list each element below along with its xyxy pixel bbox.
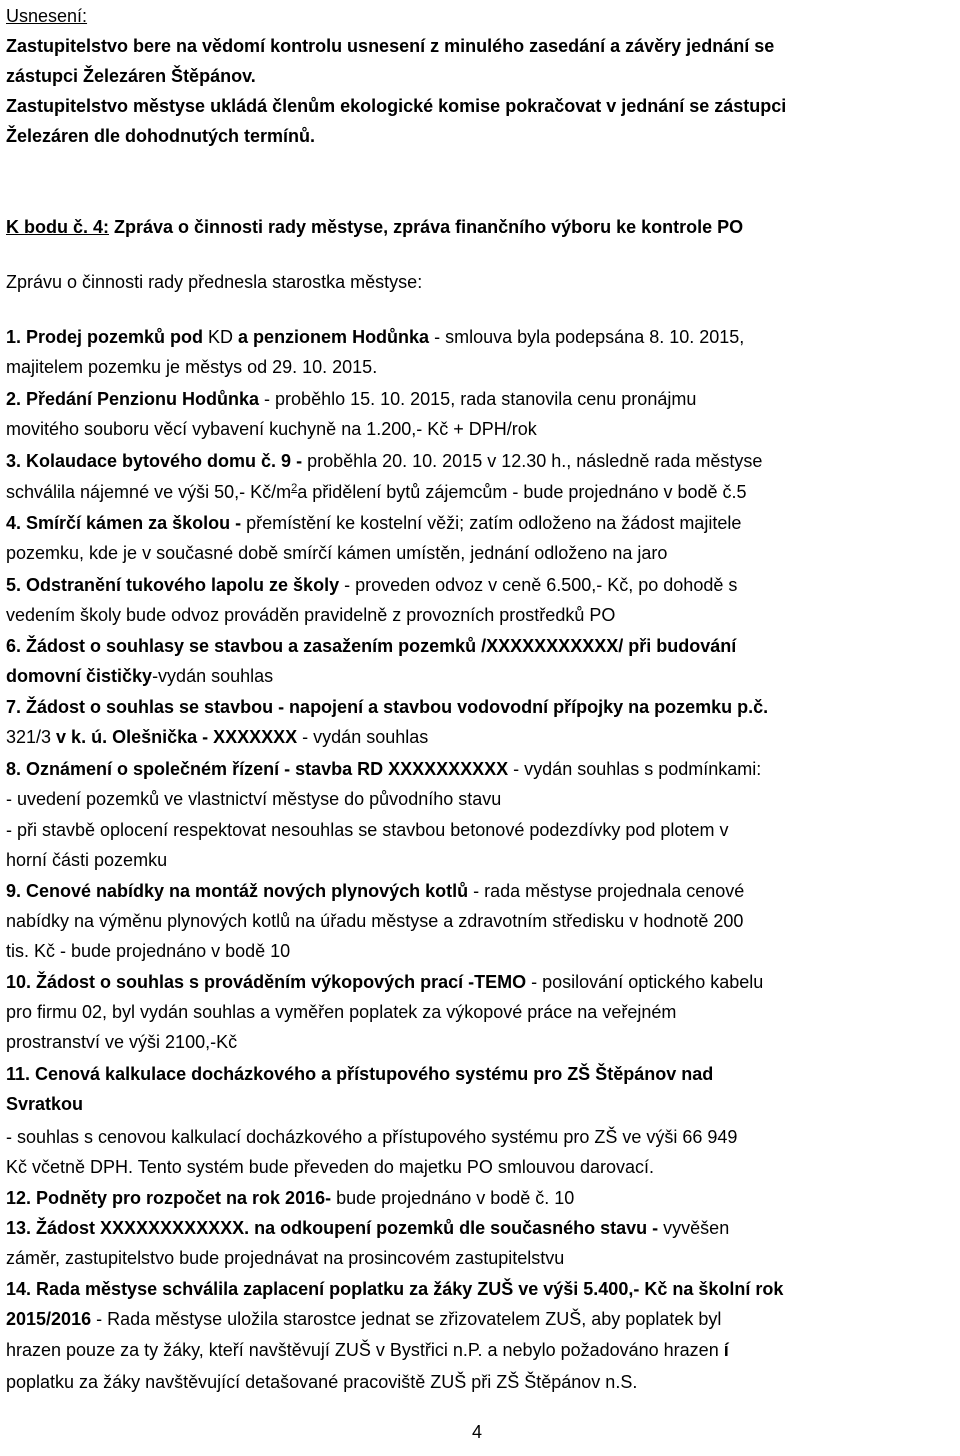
text-line: [6, 1338, 729, 1362]
text-run: 6. Žádost o souhlasy se stavbou a zasažením pozemků /XXXXXXXXXXX/ při budování: [6, 636, 737, 656]
text-line: [6, 1092, 83, 1116]
text-run: 2. Předání Penzionu Hodůnka: [6, 389, 260, 409]
text-line: [6, 818, 728, 842]
text-run: 13. Žádost XXXXXXXXXXXX. na odkoupení pozemků dle současného stavu -: [6, 1218, 659, 1238]
text-run: Železáren dle dohodnutých termínů.: [6, 126, 316, 146]
text-run: majitelem pozemku je městys od 29. 10. 2015.: [6, 357, 378, 377]
text-line: [6, 725, 428, 749]
text-run: vedením školy bude odvoz prováděn pravidelně z provozních prostředků PO: [6, 605, 616, 625]
text-line: [6, 603, 615, 627]
text-line: [6, 1030, 237, 1054]
text-run: - proběhlo 15. 10. 2015, rada stanovila cenu pronájmu: [259, 389, 697, 409]
text-run: - smlouva byla podepsána 8. 10. 2015,: [429, 327, 745, 347]
text-line: [6, 1246, 564, 1270]
text-run: 8. Oznámení o společném řízení - stavba RD XXXXXXXXXX: [6, 759, 509, 779]
text-run: proběhla 20. 10. 2015 v 12.30 h.: [302, 451, 567, 471]
text-run: 10. Žádost o souhlas s prováděním výkopových prací -TEMO: [6, 972, 527, 992]
text-line: [6, 573, 737, 597]
text-line: [6, 1216, 729, 1240]
text-line: [6, 1370, 637, 1394]
text-line: [6, 64, 256, 88]
text-run: nabídky na výměnu plynových kotlů na úřadu městyse a zdravotním středisku v hodnotě 200: [6, 911, 744, 931]
text-run: Zprávu o činnosti rady přednesla starostka městyse:: [6, 272, 423, 292]
text-line: [6, 4, 87, 28]
text-run: 2: [291, 482, 298, 494]
text-run: 9. Cenové nabídky na montáž nových plynových kotlů: [6, 881, 469, 901]
text-line: [6, 787, 501, 811]
text-run: 321/3: [6, 727, 57, 747]
text-run: bude projednáno v bodě č. 10: [331, 1188, 575, 1208]
text-run: prostranství ve výši 2100,-Kč: [6, 1032, 238, 1052]
text-line: [6, 34, 774, 58]
text-run: tis. Kč - bude projednáno v bodě 10: [6, 941, 291, 961]
text-run: 1. Prodej pozemků pod: [6, 327, 209, 347]
text-run: - posilování optického kabelu: [526, 972, 764, 992]
text-line: [6, 879, 744, 903]
text-run: 12. Podněty pro rozpočet na rok 2016-: [6, 1188, 332, 1208]
text-run: 4. Smírčí kámen za školou -: [6, 513, 242, 533]
text-run: - uvedení pozemků ve vlastnictví městyse do původního stavu: [6, 789, 502, 809]
text-run: 2015/2016: [6, 1309, 92, 1329]
text-run: í: [723, 1340, 729, 1360]
text-run: v k. ú. Olešnička - XXXXXXX: [56, 727, 298, 747]
text-line: [6, 1062, 713, 1086]
text-run: schválila nájemné ve výši 50,- Kč/m: [6, 482, 292, 502]
text-run: pro firmu 02, byl vydán souhlas a vyměřen poplatek za výkopové práce na veřejném: [6, 1002, 677, 1022]
text-run: a penzionem Hodůnka: [238, 327, 430, 347]
text-run: - vydán souhlas s podmínkami:: [508, 759, 762, 779]
text-run: pozemku, kde je v současné době smírčí kámen umístěn, jednání odloženo na jaro: [6, 543, 668, 563]
text-run: - vydán souhlas: [297, 727, 429, 747]
text-run: 7. Žádost o souhlas se stavbou - napojení a stavbou vodovodní přípojky na pozemku p.č.: [6, 697, 769, 717]
text-line: [6, 1277, 783, 1301]
text-line: [6, 215, 743, 239]
text-run: 5. Odstranění tukového lapolu ze školy: [6, 575, 340, 595]
text-line: [6, 480, 747, 504]
text-run: - rada městyse projednala cenové: [468, 881, 745, 901]
text-run: Usnesení:: [6, 6, 88, 26]
text-line: [6, 848, 167, 872]
text-line: [6, 124, 315, 148]
text-run: KD: [208, 327, 239, 347]
text-run: , následně rada městyse: [566, 451, 763, 471]
text-run: K bodu č. 4:: [6, 217, 109, 237]
text-line: [6, 511, 741, 535]
text-line: [6, 1186, 574, 1210]
text-line: [6, 970, 763, 994]
text-run: - proveden odvoz v ceně 6.500,- Kč, po dohodě s: [339, 575, 738, 595]
text-line: [6, 270, 422, 294]
text-line: [6, 664, 273, 688]
text-run: 3. Kolaudace bytového domu č. 9 -: [6, 451, 303, 471]
text-run: -vydán souhlas: [152, 666, 274, 686]
text-line: [6, 757, 761, 781]
text-run: zástupci Železáren Štěpánov.: [6, 66, 256, 86]
text-line: [6, 939, 290, 963]
text-run: vyvěšen: [658, 1218, 730, 1238]
text-run: - souhlas s cenovou kalkulací docházkového a přístupového systému pro ZŠ ve výši 66 949: [6, 1127, 738, 1147]
text-run: přemístění ke kostelní věži; zatím odloženo na žádost majitele: [241, 513, 742, 533]
text-run: Zpráva o činnosti rady městyse, zpráva finančního výboru ke kontrole PO: [109, 217, 744, 237]
text-line: [6, 94, 786, 118]
text-line: [6, 1307, 721, 1331]
text-line: [6, 541, 667, 565]
text-line: [6, 417, 537, 441]
text-run: domovní čističky: [6, 666, 153, 686]
text-run: a přidělení bytů zájemcům - bude projednáno v bodě č.5: [297, 482, 747, 502]
text-line: [6, 695, 768, 719]
text-run: Kč včetně DPH. Tento systém bude převeden do majetku PO smlouvou darovací.: [6, 1157, 654, 1177]
text-run: - Rada městyse uložila starostce jednat se zřizovatelem ZUŠ, aby poplatek byl: [91, 1309, 722, 1329]
text-line: [6, 355, 377, 379]
text-run: Zastupitelstvo městyse ukládá členům ekologické komise pokračovat v jednání se zástupci: [6, 96, 787, 116]
page-number: 4: [472, 1422, 483, 1442]
text-run: horní části pozemku: [6, 850, 168, 870]
text-line: [6, 1125, 737, 1149]
text-run: hrazen pouze za ty žáky, kteří navštěvují ZUŠ v Bystřici n.P. a nebylo požadováno hrazen: [6, 1340, 724, 1360]
text-run: 11. Cenová kalkulace docházkového a přístupového systému pro ZŠ Štěpánov nad: [6, 1064, 714, 1084]
text-run: 14. Rada městyse schválila zaplacení poplatku za žáky ZUŠ ve výši 5.400,- Kč na školní rok: [6, 1279, 784, 1299]
text-line: [6, 1000, 676, 1024]
text-line: [6, 909, 743, 933]
text-run: záměr, zastupitelstvo bude projednávat na prosincovém zastupitelstvu: [6, 1248, 565, 1268]
text-run: Svratkou: [6, 1094, 84, 1114]
text-run: - při stavbě oplocení respektovat nesouhlas se stavbou betonové podezdívky pod plotem v: [6, 820, 729, 840]
text-run: Zastupitelstvo bere na vědomí kontrolu usnesení z minulého zasedání a závěry jednání se: [6, 36, 775, 56]
text-run: poplatku za žáky navštěvující detašované pracoviště ZUŠ při ZŠ Štěpánov n.S.: [6, 1372, 638, 1392]
text-line: [6, 325, 744, 349]
text-line: [6, 634, 736, 658]
text-line: [6, 387, 696, 411]
text-line: [6, 449, 762, 473]
text-line: [6, 1155, 654, 1179]
text-run: movitého souboru věcí vybavení kuchyně na 1.200,- Kč + DPH/rok: [6, 419, 537, 439]
